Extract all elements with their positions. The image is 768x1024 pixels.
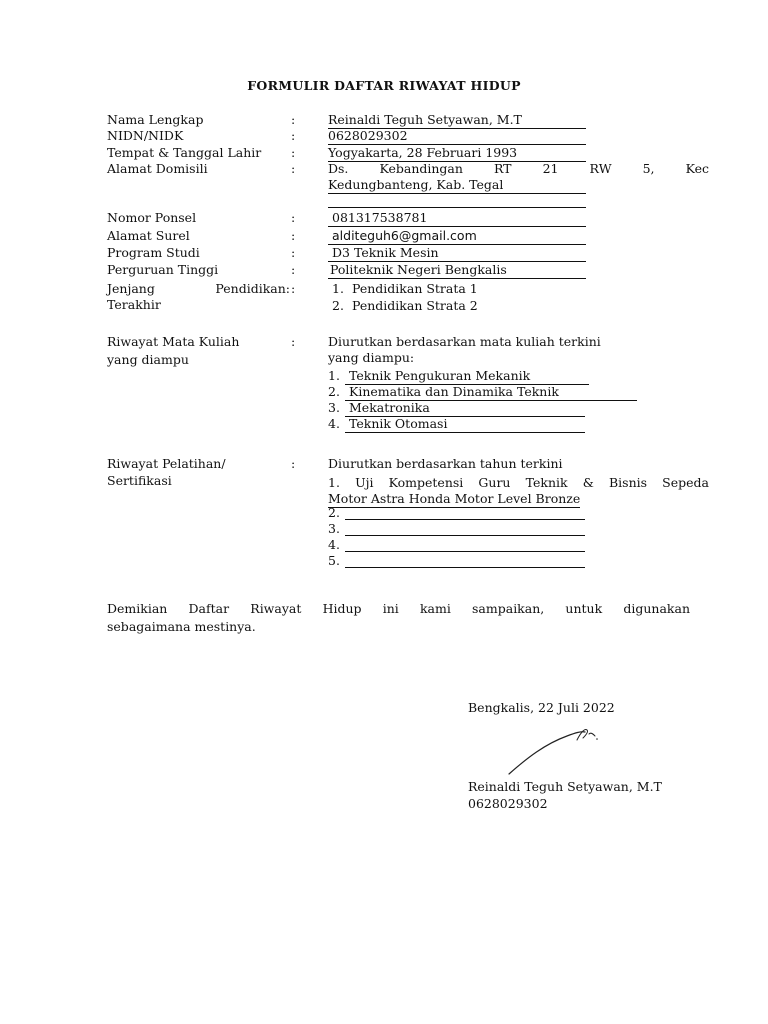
mata-kuliah-number: 1. [328, 368, 340, 383]
value-alamat-line2: Kedungbanteng, Kab. Tegal [328, 177, 586, 194]
label-mata-kuliah: Riwayat Mata Kuliah [107, 334, 240, 349]
pelatihan-number: 5. [328, 553, 340, 568]
value-alamat-line1: Ds. Kebandingan RT 21 RW 5, Kec [328, 161, 709, 176]
mata-kuliah-number: 3. [328, 400, 340, 415]
signer-name: Reinaldi Teguh Setyawan, M.T [468, 779, 662, 794]
label-jenjang: Jenjang Pendidikan: [107, 281, 290, 296]
colon: : [291, 334, 296, 349]
blank-line [345, 551, 585, 552]
jenjang-item: Pendidikan Strata 1 [352, 281, 478, 296]
colon: : [291, 281, 296, 296]
signature-image [505, 718, 615, 778]
mata-kuliah-intro-line2: yang diampu: [328, 350, 415, 365]
value-surel: alditeguh6@gmail.com [328, 228, 586, 245]
label-nidn: NIDN/NIDK [107, 128, 184, 143]
mata-kuliah-item: Mekatronika [345, 400, 585, 417]
colon: : [291, 145, 296, 160]
pelatihan-number: 4. [328, 537, 340, 552]
pelatihan-item-1: 1. Uji Kompetensi Guru Teknik & Bisnis Sepeda [328, 475, 709, 490]
label-ttl: Tempat & Tanggal Lahir [107, 145, 262, 160]
document-title: FORMULIR DAFTAR RIWAYAT HIDUP [247, 78, 521, 93]
colon: : [291, 456, 296, 471]
blank-line [328, 207, 586, 208]
jenjang-item: Pendidikan Strata 2 [352, 298, 478, 313]
jenjang-number: 2. [332, 298, 344, 313]
value-prodi: D3 Teknik Mesin [328, 245, 586, 262]
closing-paragraph: Demikian Daftar Riwayat Hidup ini kami sampaikan, untuk digunakan [107, 601, 690, 616]
label-ponsel: Nomor Ponsel [107, 210, 197, 225]
colon: : [291, 210, 296, 225]
value-nidn: 0628029302 [328, 128, 586, 145]
value-nama: Reinaldi Teguh Setyawan, M.T [328, 112, 586, 129]
pelatihan-item-1-line2: Motor Astra Honda Motor Level Bronze [328, 491, 581, 506]
colon: : [291, 112, 296, 127]
mata-kuliah-item: Teknik Pengukuran Mekanik [345, 368, 589, 385]
pelatihan-intro: Diurutkan berdasarkan tahun terkini [328, 456, 563, 471]
colon: : [291, 228, 296, 243]
colon: : [291, 245, 296, 260]
mata-kuliah-item: Kinematika dan Dinamika Teknik [345, 384, 637, 401]
colon: : [291, 161, 296, 176]
closing-paragraph-line2: sebagaimana mestinya. [107, 619, 256, 634]
label-alamat: Alamat Domisili [107, 161, 208, 176]
jenjang-number: 1. [332, 281, 344, 296]
pelatihan-number: 3. [328, 521, 340, 536]
place-date: Bengkalis, 22 Juli 2022 [468, 700, 615, 715]
value-pt: Politeknik Negeri Bengkalis [328, 262, 586, 279]
label-pelatihan-line2: Sertifikasi [107, 473, 172, 488]
label-pt: Perguruan Tinggi [107, 262, 219, 277]
label-mata-kuliah-line2: yang diampu [107, 352, 189, 367]
mata-kuliah-number: 2. [328, 384, 340, 399]
pelatihan-number: 2. [328, 505, 340, 520]
colon: : [291, 128, 296, 143]
label-jenjang-line2: Terakhir [107, 297, 161, 312]
label-prodi: Program Studi [107, 245, 200, 260]
label-pelatihan: Riwayat Pelatihan/ [107, 456, 226, 471]
label-nama: Nama Lengkap [107, 112, 204, 127]
blank-line [345, 567, 585, 568]
value-ponsel: 081317538781 [328, 210, 586, 227]
blank-line [345, 535, 585, 536]
signer-id: 0628029302 [468, 796, 548, 811]
mata-kuliah-intro: Diurutkan berdasarkan mata kuliah terkini [328, 334, 601, 349]
blank-line [345, 519, 585, 520]
label-surel: Alamat Surel [107, 228, 190, 243]
mata-kuliah-item: Teknik Otomasi [345, 416, 585, 433]
mata-kuliah-number: 4. [328, 416, 340, 431]
colon: : [291, 262, 296, 277]
value-ttl: Yogyakarta, 28 Februari 1993 [328, 145, 586, 162]
